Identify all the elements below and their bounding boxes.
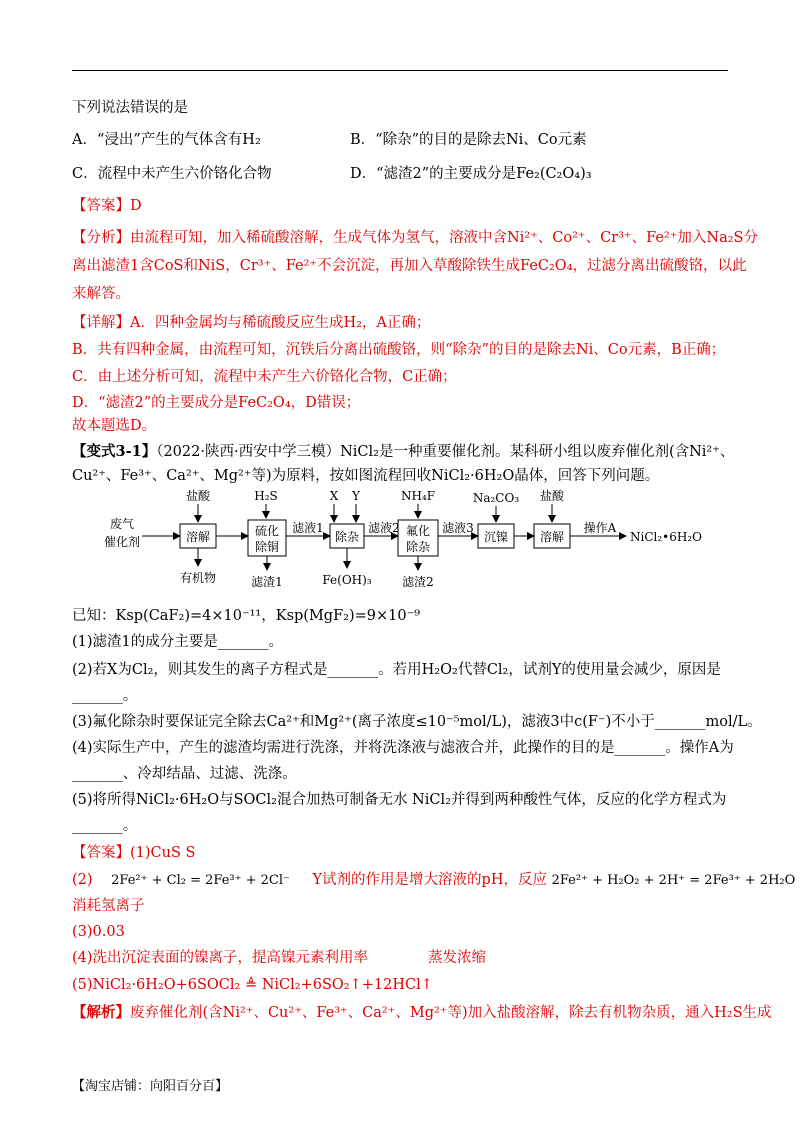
flow-box-4-line-2: 除杂 bbox=[405, 540, 431, 554]
answer2-eq-2: 2Fe²⁺ + H₂O₂ + 2H⁺ = 2Fe³⁺ + 2H₂O bbox=[551, 873, 796, 888]
answer2-part-4: (4)洗出沉淀表面的镍离子，提高镍元素利用率 bbox=[72, 950, 369, 966]
variant-line-1 bbox=[72, 442, 734, 462]
answer2-line-5 bbox=[72, 948, 486, 968]
answer2-line-2 bbox=[72, 870, 795, 891]
answer-tag: 【答案】 bbox=[72, 198, 130, 214]
answer2-part-1: (1)CuS S bbox=[130, 845, 196, 861]
detail-tag: 【详解】 bbox=[72, 315, 130, 331]
flow-below-2: 滤渣1 bbox=[251, 575, 283, 589]
flow-box-2-line-1: 硫化 bbox=[254, 524, 280, 538]
known-line: 已知：Ksp(CaF₂)=4×10⁻¹¹，Ksp(MgF₂)=9×10⁻⁹ bbox=[72, 608, 421, 624]
flow-reagent-5: Na₂CO₃ bbox=[472, 491, 520, 505]
detail-text-1: A．四种金属均与稀硫酸反应生成H₂，A正确； bbox=[130, 315, 431, 331]
option-a: A．“浸出”产生的气体含有H₂ bbox=[72, 132, 261, 148]
flow-stream-3: 滤液3 bbox=[442, 521, 474, 535]
answer2-part-4b: 蒸发浓缩 bbox=[428, 950, 487, 966]
answer-line bbox=[72, 196, 142, 216]
explain-tag: 【解析】 bbox=[72, 1004, 130, 1021]
option-c: C．流程中未产生六价铬化合物 bbox=[72, 166, 272, 182]
answer2-tag: 【答案】 bbox=[72, 845, 130, 861]
detail-line-4: D．“滤渣2”的主要成分是FeC₂O₄，D错误； bbox=[72, 395, 361, 411]
analysis-tag: 【分析】 bbox=[72, 230, 130, 246]
answer-value: D bbox=[130, 198, 142, 214]
flow-reagent-1: 盐酸 bbox=[185, 489, 211, 503]
question-4-line-2: _______、冷却结晶、过滤、洗涤。 bbox=[72, 766, 297, 782]
question-5-line-1: (5)将所得NiCl₂·6H₂O与SOCl₂混合加热可制备无水 NiCl₂并得到两种酸性气体，反应的化学方程式为 bbox=[72, 792, 727, 808]
flow-start-1: 废气 bbox=[109, 517, 135, 531]
footer-shop: 【淘宝店铺：向阳百分百】 bbox=[72, 1079, 229, 1094]
flow-stream-2: 滤液2 bbox=[368, 521, 400, 535]
analysis-text-1: 由流程可知，加入稀硫酸溶解，生成气体为氢气，溶液中含Ni²⁺、Co²⁺、Cr³⁺、Fe²⁺加入Na₂S分 bbox=[130, 230, 758, 246]
flow-reagent-6: 盐酸 bbox=[539, 489, 565, 503]
variant-text-1: （2022·陕西·西安中学三模）NiCl₂是一种重要催化剂。某科研小组以废弃催化剂(含Ni²⁺、 bbox=[156, 444, 735, 460]
analysis-line-2: 离出滤渣1含CoS和NiS，Cr³⁺、Fe²⁺不会沉淀，再加入草酸除铁生成FeC₂O₄，过滤分离出硫酸铬，以此 bbox=[72, 258, 747, 274]
header-rule bbox=[72, 70, 728, 71]
flow-box-5-label: 沉镍 bbox=[483, 530, 509, 544]
flow-box-4-line-1: 氟化 bbox=[405, 524, 431, 538]
flow-box-2-line-2: 除铜 bbox=[254, 540, 280, 554]
answer2-part-2-text: Y试剂的作用是增大溶液的pH，反应 bbox=[312, 872, 547, 888]
answer2-line-1 bbox=[72, 843, 195, 863]
question-2-line-2: _______。 bbox=[72, 688, 138, 704]
question-1: (1)滤渣1的成分主要是_______。 bbox=[72, 634, 284, 650]
explain-line bbox=[72, 1003, 772, 1023]
flow-below-1: 有机物 bbox=[179, 571, 217, 585]
answer2-line-6: (5)NiCl₂·6H₂O+6SOCl₂ ≜ NiCl₂+6SO₂↑+12HCl↑ bbox=[72, 977, 433, 993]
flow-below-3: Fe(OH)₃ bbox=[322, 573, 372, 587]
flow-product: NiCl₂•6H₂O bbox=[630, 530, 702, 544]
explain-text: 废弃催化剂(含Ni²⁺、Cu²⁺、Fe³⁺、Ca²⁺、Mg²⁺等)加入盐酸溶解，除去有机物杂质，通入H₂S生成 bbox=[130, 1005, 772, 1021]
flow-below-4: 滤渣2 bbox=[402, 575, 434, 589]
answer2-line-4: (3)0.03 bbox=[72, 924, 125, 940]
flow-reagent-3a: X bbox=[329, 489, 339, 503]
flow-reagent-4: NH₄F bbox=[400, 489, 436, 503]
variant-tag: 【变式3-1】 bbox=[72, 443, 157, 460]
flow-reagent-2: H₂S bbox=[254, 489, 278, 503]
question-3: (3)氟化除杂时要保证完全除去Ca²⁺和Mg²⁺(离子浓度≤10⁻⁵mol/L)，滤液3中c(F⁻)不小于_______mol/L。 bbox=[72, 714, 762, 730]
flow-reagent-3b: Y bbox=[352, 489, 360, 503]
answer2-eq-1: 2Fe²⁺ + Cl₂ = 2Fe³⁺ + 2Cl⁻ bbox=[111, 873, 290, 888]
question-2-line-1: (2)若X为Cl₂，则其发生的离子方程式是_______。若用H₂O₂代替Cl₂，试剂Y的使用量会减少，原因是 bbox=[72, 662, 721, 678]
answer2-line-3: 消耗氢离子 bbox=[72, 898, 145, 914]
process-flow-diagram bbox=[100, 490, 740, 600]
analysis-line-1 bbox=[72, 228, 758, 248]
detail-line-3: C．由上述分析可知，流程中未产生六价铬化合物，C正确； bbox=[72, 369, 457, 385]
flow-box-3-label: 除杂 bbox=[334, 530, 360, 544]
option-d: D．“滤渣2”的主要成分是Fe₂(C₂O₄)₃ bbox=[350, 166, 592, 182]
question-4-line-1: (4)实际生产中，产生的滤渣均需进行洗涤，并将洗涤液与滤液合并，此操作的目的是_______。操作A为 bbox=[72, 740, 734, 756]
question-intro: 下列说法错误的是 bbox=[72, 100, 188, 116]
option-b: B．“除杂”的目的是除去Ni、Co元素 bbox=[350, 132, 587, 148]
variant-line-2: Cu²⁺、Fe³⁺、Ca²⁺、Mg²⁺等)为原料，按如图流程回收NiCl₂·6H₂O晶体，回答下列问题。 bbox=[72, 468, 660, 484]
flow-stream-1: 滤液1 bbox=[292, 521, 324, 535]
flow-start-2: 催化剂 bbox=[103, 535, 141, 549]
detail-line-5: 故本题选D。 bbox=[72, 418, 157, 434]
flow-box-6-label: 溶解 bbox=[539, 530, 565, 544]
detail-line-1 bbox=[72, 313, 430, 333]
question-5-line-2: _______。 bbox=[72, 818, 138, 834]
analysis-line-3: 来解答。 bbox=[72, 286, 130, 302]
flow-op-a: 操作A bbox=[583, 521, 617, 535]
answer2-part-2-num: (2) bbox=[72, 872, 93, 888]
detail-line-2: B．共有四种金属，由流程可知，沉铁后分离出硫酸铬，则“除杂”的目的是除去Ni、Co元素，B正确； bbox=[72, 342, 726, 358]
flow-box-1-label: 溶解 bbox=[185, 530, 211, 544]
